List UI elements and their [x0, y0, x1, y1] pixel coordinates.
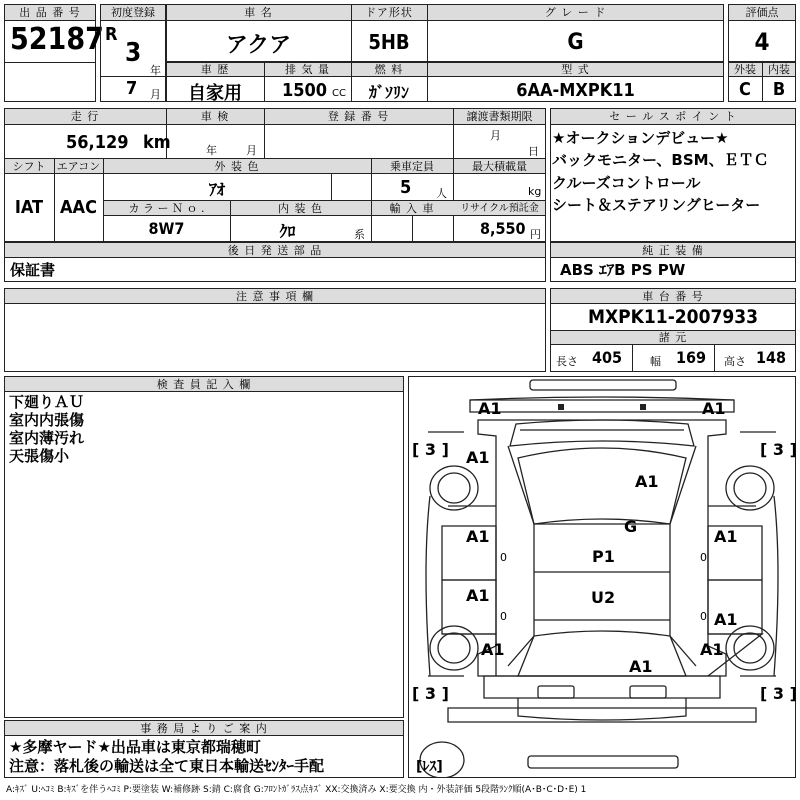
damage-mark-glass: G	[624, 517, 638, 536]
history-label: 車 歴	[200, 63, 230, 76]
spare-tire: [ﾚｽ]	[416, 759, 443, 775]
width: 169	[676, 348, 707, 367]
first-reg-label: 初度登録	[111, 6, 155, 19]
inspector-line: 天張傷小	[9, 447, 70, 465]
tire-rr: [ 3 ]	[760, 684, 797, 703]
insp-year-unit: 年	[206, 144, 217, 157]
interior-label: 内装	[768, 63, 790, 76]
transfer-label: 譲渡書類期限	[466, 110, 533, 123]
damage-mark-front-right: A1	[702, 399, 726, 418]
reg-year: 3	[125, 38, 142, 68]
recycle-unit: 円	[530, 228, 541, 241]
int-color-label: 内 装 色	[278, 202, 323, 215]
car-name: アクア	[225, 33, 292, 58]
colorno-label: カ ラ ー Ｎ ｏ .	[128, 202, 205, 215]
later-parts-value: 保証書	[10, 261, 56, 279]
grade: G	[567, 30, 584, 55]
reg-month: 7	[126, 78, 138, 99]
shift: IAT	[14, 197, 44, 218]
height-label: 高さ	[724, 355, 746, 368]
score: 4	[754, 28, 770, 56]
tire-fl: [ 3 ]	[412, 440, 449, 459]
sales-point-line: ★オークションデビュー★	[552, 129, 729, 147]
exterior-grade: C	[739, 79, 751, 100]
history: 自家用	[188, 83, 242, 104]
damage-mark-fender-left: A1	[466, 448, 490, 467]
zero-mark: 0	[700, 610, 707, 623]
sales-point-line: クルーズコントロール	[552, 174, 701, 192]
year-unit: 年	[150, 64, 161, 77]
office-line-2: 注意：落札後の輸送は全て東日本輸送ｾﾝﾀｰ手配	[9, 757, 325, 775]
mileage-unit: km	[143, 132, 171, 153]
door-label: ドア形状	[365, 6, 413, 19]
equipment-label: 純 正 装 備	[642, 244, 704, 257]
mileage-label: 走 行	[70, 110, 100, 123]
car-diagram	[408, 376, 796, 778]
office-line-1: ★多摩ヤード★出品車は東京都瑞穂町	[9, 738, 261, 756]
inspector-label: 検 査 員 記 入 欄	[156, 378, 252, 391]
sales-points-label: セ ー ル ス ポ イ ン ト	[609, 110, 737, 123]
insp-month-unit: 月	[246, 144, 257, 157]
damage-mark-quarter-r: A1	[700, 640, 724, 659]
damage-mark-front-left: A1	[478, 399, 502, 418]
tire-rl: [ 3 ]	[412, 684, 449, 703]
damage-mark-hood: A1	[635, 472, 659, 491]
length-label: 長さ	[556, 355, 578, 368]
damage-mark-door-fr: A1	[714, 527, 738, 546]
model: 6AA-MXPK11	[516, 80, 635, 101]
load-label: 最大積載量	[472, 160, 527, 173]
inspector-line: 下廻りＡＵ	[9, 393, 85, 411]
seats: 5	[400, 177, 412, 198]
seats-label: 乗車定員	[390, 160, 434, 173]
tire-fr: [ 3 ]	[760, 440, 797, 459]
fuel: ｶﾞｿﾘﾝ	[368, 83, 409, 102]
width-label: 幅	[650, 355, 661, 368]
sales-point-line: シート＆ステアリングヒーター	[552, 196, 761, 214]
ac: AAC	[60, 197, 97, 218]
chassis-label: 車 台 番 号	[642, 290, 704, 303]
displacement-unit: CC	[332, 88, 346, 99]
int-color-unit: 系	[354, 228, 365, 241]
damage-mark-roof-u: U2	[591, 588, 616, 607]
inspector-line: 室内薄汚れ	[9, 429, 85, 447]
fuel-label: 燃 料	[374, 63, 404, 76]
length: 405	[592, 348, 623, 367]
height: 148	[756, 348, 787, 367]
chassis-number: MXPK11-2007933	[587, 306, 759, 328]
month-unit: 月	[150, 88, 161, 101]
legend: A:ｷｽﾞ U:ﾍｺﾐ B:ｷｽﾞを伴うﾍｺﾐ P:要塗装 W:補修跡 S:錆 C:腐食 G:ﾌﾛﾝﾄｶﾞﾗｽ点ｷｽﾞ XX:交換済み X:要交換 内・外装評価 5段階ﾗﾝｸ順(A･B･C･D･E) 1	[6, 785, 587, 795]
damage-mark-quarter-l: A1	[481, 640, 505, 659]
interior-grade: B	[772, 79, 786, 100]
displacement-label: 排 気 量	[285, 63, 330, 76]
lot-label: 出 品 番 号	[19, 6, 81, 19]
recycle-label: リサイクル預託金	[460, 203, 539, 214]
exterior-color: ｱｵ	[208, 180, 225, 199]
model-label: 型 式	[561, 63, 590, 76]
damage-mark-trunk: A1	[629, 657, 653, 676]
exterior-label: 外装	[734, 63, 756, 76]
transfer-day-unit: 日	[528, 145, 539, 158]
inspection-label: 車 検	[200, 110, 230, 123]
score-label: 評価点	[745, 6, 779, 19]
office-label: 事 務 局 よ り ご 案 内	[140, 722, 268, 735]
damage-mark-door-rl: A1	[466, 586, 490, 605]
damage-mark-roof-p: P1	[592, 547, 615, 566]
inspector-line: 室内内張傷	[9, 411, 85, 429]
equipment-value: ABS ｴｱB PS PW	[560, 261, 686, 279]
regno-label: 登 録 番 号	[327, 110, 390, 123]
car-name-label: 車 名	[244, 6, 273, 19]
sales-point-line: バックモニター、BSM、ＥＴＣ	[552, 151, 769, 169]
zero-mark: 0	[500, 551, 507, 564]
recycle-fee: 8,550	[480, 219, 526, 238]
era: R	[105, 24, 118, 45]
color-label: 外 装 色	[214, 160, 260, 173]
transfer-month-unit: 月	[490, 129, 501, 142]
damage-mark-door-fl: A1	[466, 527, 490, 546]
ac-label: エアコン	[56, 160, 101, 173]
import-label: 輸 入 車	[389, 202, 435, 215]
lot-number: 52187	[10, 22, 104, 57]
load-unit: kg	[528, 185, 542, 198]
seats-unit: 人	[436, 187, 447, 200]
grade-label: グ レ ー ド	[544, 6, 607, 19]
zero-mark: 0	[500, 610, 507, 623]
displacement: 1500	[282, 80, 328, 101]
mileage: 56,129	[66, 132, 129, 153]
later-parts-label: 後 日 発 送 部 品	[227, 244, 323, 257]
dims-label: 諸 元	[658, 331, 688, 344]
color-number: 8W7	[148, 219, 185, 238]
damage-mark-door-rr: A1	[714, 610, 738, 629]
shift-label: シフト	[12, 160, 46, 173]
door-type: 5HB	[368, 30, 410, 54]
notes-label: 注 意 事 項 欄	[236, 290, 314, 303]
zero-mark: 0	[700, 551, 707, 564]
interior-color: ｸﾛ	[279, 222, 296, 241]
